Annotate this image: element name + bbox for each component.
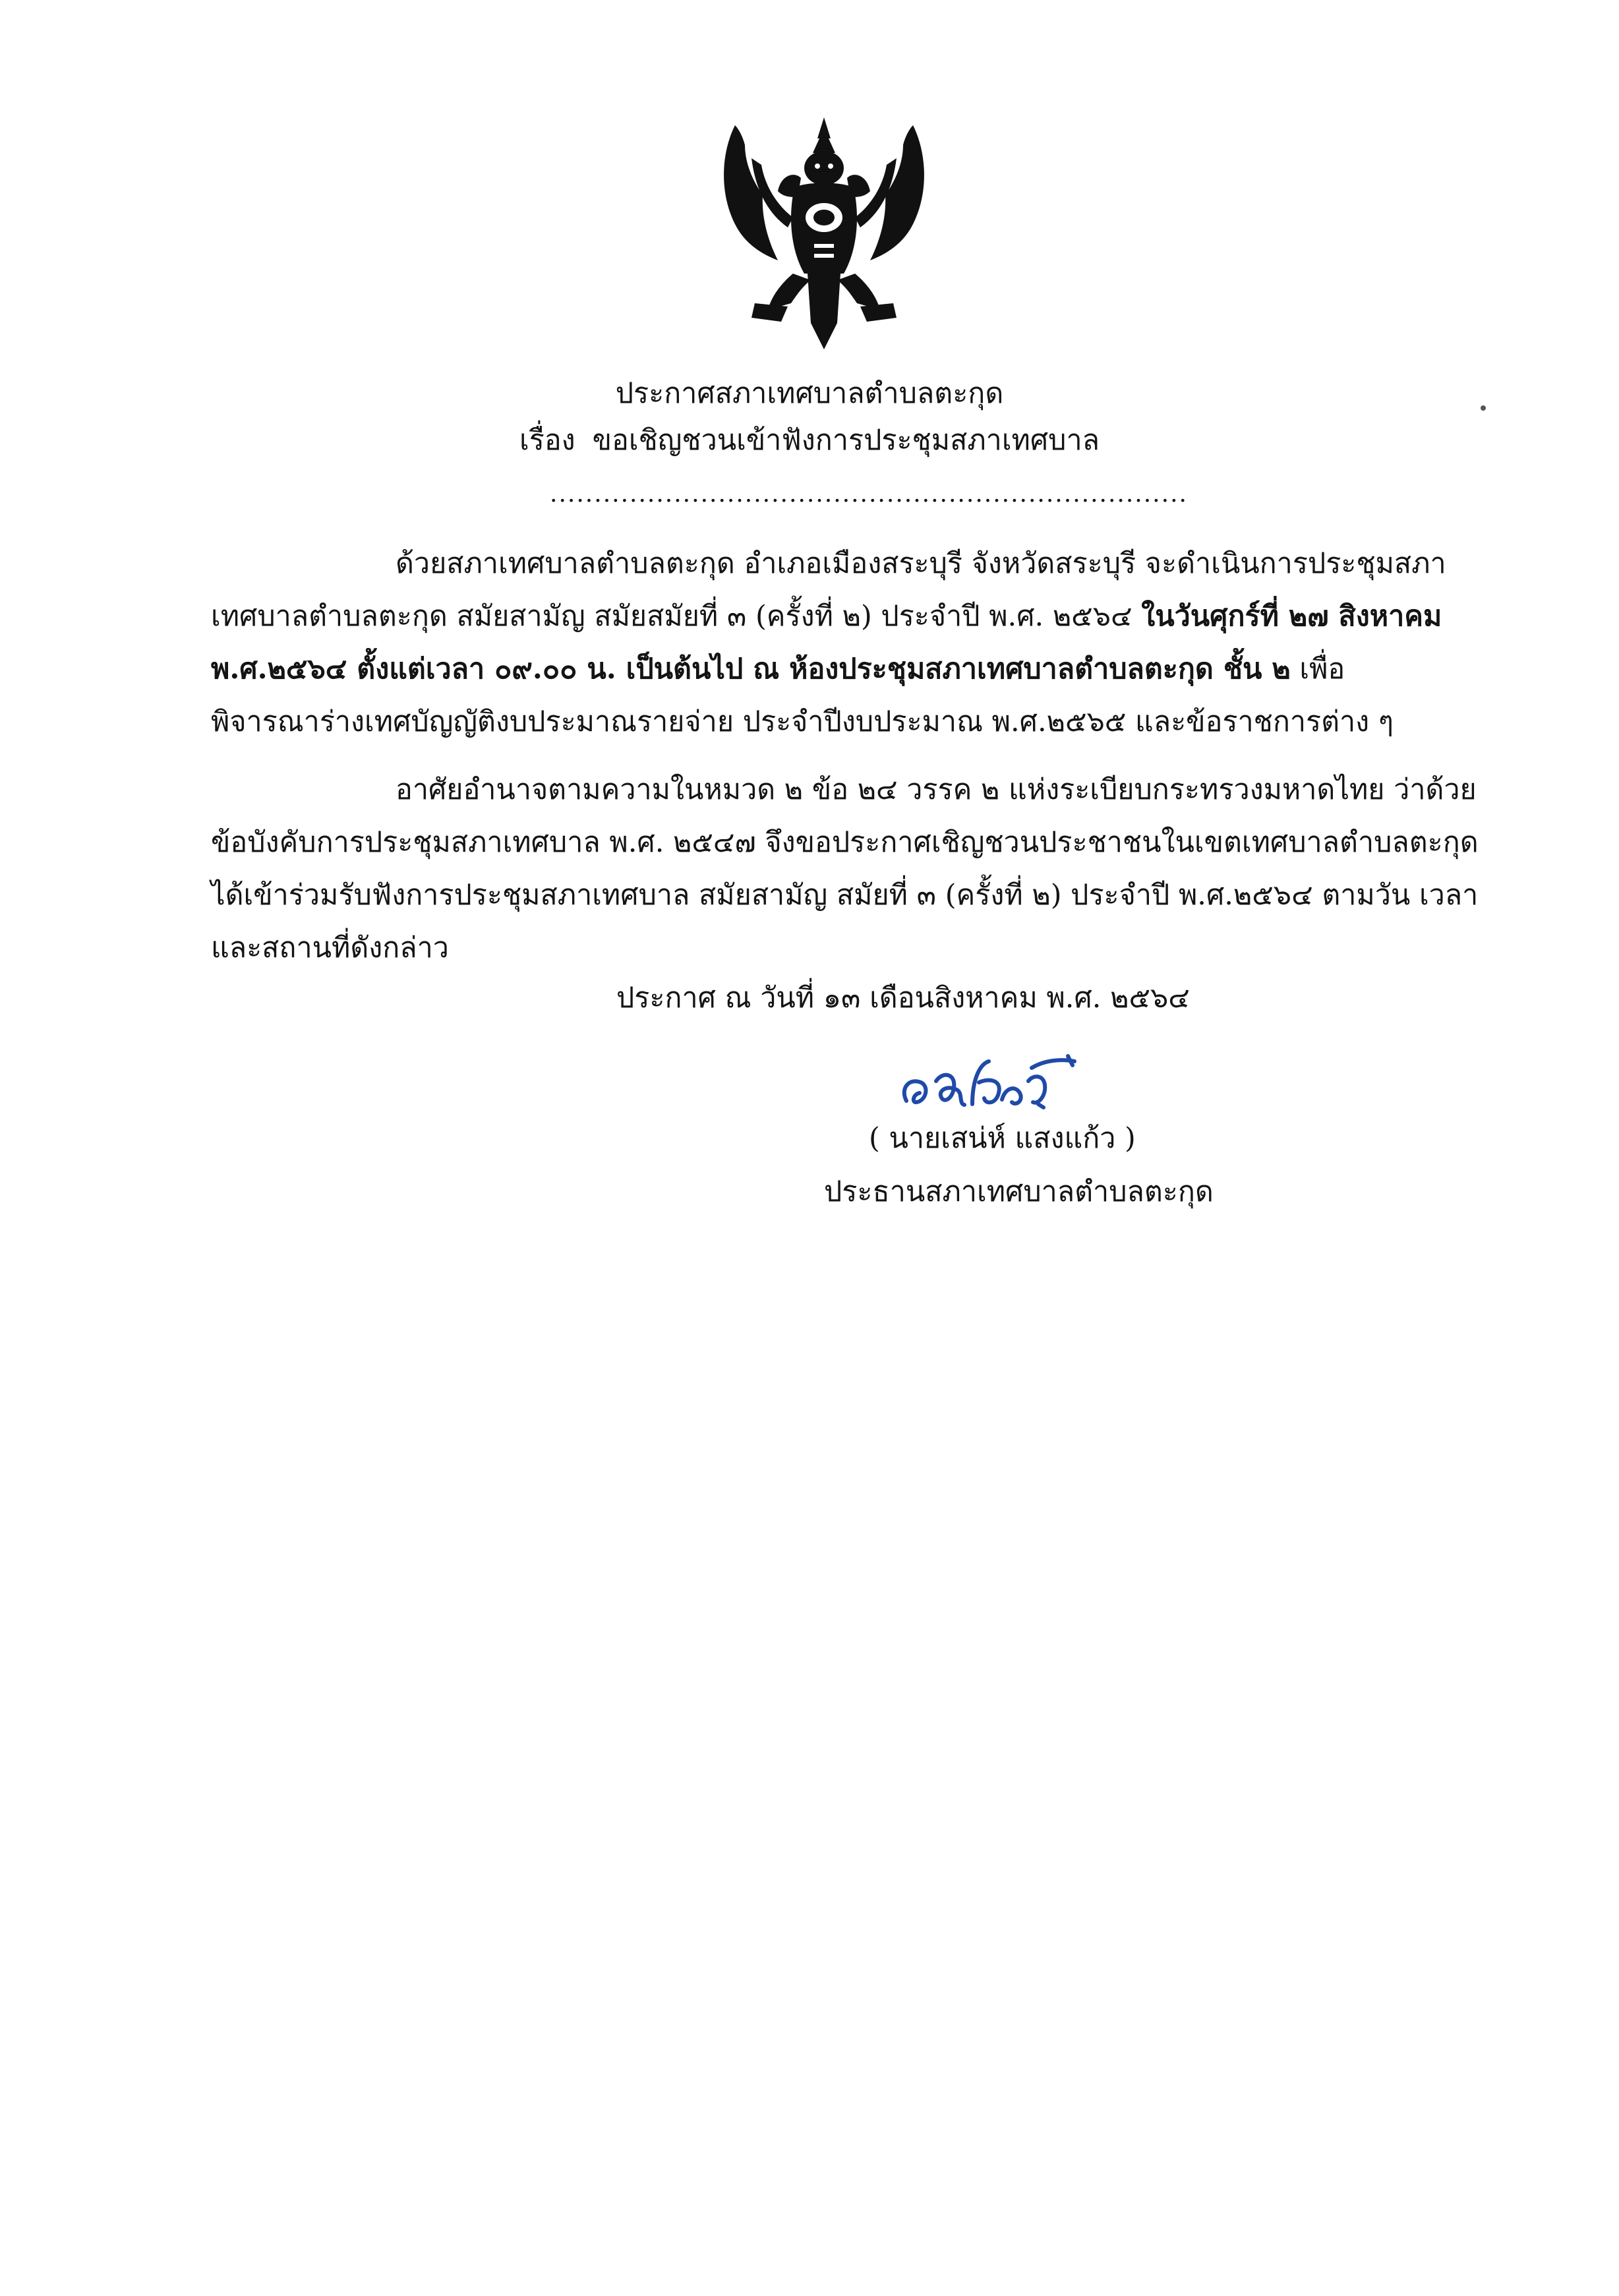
paragraph1-line4: พิจารณาร่างเทศบัญญัติงบประมาณรายจ่าย ประจำปีงบประมาณ พ.ศ.๒๕๖๕ และข้อราชการต่าง ๆ	[211, 705, 1394, 738]
subject-text: ขอเชิญชวนเข้าฟังการประชุมสภาเทศบาล	[592, 424, 1100, 457]
paragraph2-line2: ข้อบังคับการประชุมสภาเทศบาล พ.ศ. ๒๕๔๗ จึงขอประกาศเชิญชวนประชาชนในเขตเทศบาลตำบลตะกุด	[211, 826, 1479, 859]
meeting-time-place-bold: พ.ศ.๒๕๖๔ ตั้งแต่เวลา ๐๙.๐๐ น. เป็นต้นไป ณ ห้องประชุมสภาเทศบาลตำบลตะกุด ชั้น ๒	[211, 653, 1291, 686]
subject-label: เรื่อง	[519, 424, 575, 457]
meeting-date-bold: ในวันศุกร์ที่ ๒๗ สิงหาคม	[1141, 600, 1442, 633]
paragraph1-line3	[211, 649, 1345, 689]
paragraph2-line3: ได้เข้าร่วมรับฟังการประชุมสภาเทศบาล สมัยสามัญ สมัยที่ ๓ (ครั้งที่ ๒) ประจำปี พ.ศ.๒๕๖๔ ตามวัน เวลา	[211, 879, 1479, 912]
handwritten-signature	[880, 1042, 1117, 1121]
paragraph1-line2-normal: เทศบาลตำบลตะกุด สมัยสามัญ สมัยสมัยที่ ๓ (ครั้งที่ ๒) ประจำปี พ.ศ. ๒๕๖๔	[211, 600, 1142, 633]
document-subject	[0, 421, 1619, 460]
separator-dots: ........................................................................	[550, 481, 1188, 508]
announcement-date: ประกาศ ณ วันที่ ๑๓ เดือนสิงหาคม พ.ศ. ๒๕๖๔	[616, 982, 1190, 1015]
paragraph1-line2	[211, 597, 1442, 636]
scan-speck	[1481, 405, 1486, 411]
garuda-emblem-icon	[715, 112, 933, 356]
signer-name: ( นายเสน่ห์ แสงแก้ว )	[869, 1122, 1136, 1155]
paragraph2-line1: อาศัยอำนาจตามความในหมวด ๒ ข้อ ๒๔ วรรค ๒ แห่งระเบียบกระทรวงมหาดไทย ว่าด้วย	[396, 773, 1477, 806]
document-title: ประกาศสภาเทศบาลตำบลตะกุด	[615, 377, 1004, 410]
paragraph1-line1: ด้วยสภาเทศบาลตำบลตะกุด อำเภอเมืองสระบุรี จังหวัดสระบุรี จะดำเนินการประชุมสภา	[396, 547, 1446, 580]
paragraph1-line3-normal: เพื่อ	[1290, 653, 1345, 686]
signer-position: ประธานสภาเทศบาลตำบลตะกุด	[824, 1175, 1214, 1208]
paragraph2-line4: และสถานที่ดังกล่าว	[211, 931, 449, 964]
